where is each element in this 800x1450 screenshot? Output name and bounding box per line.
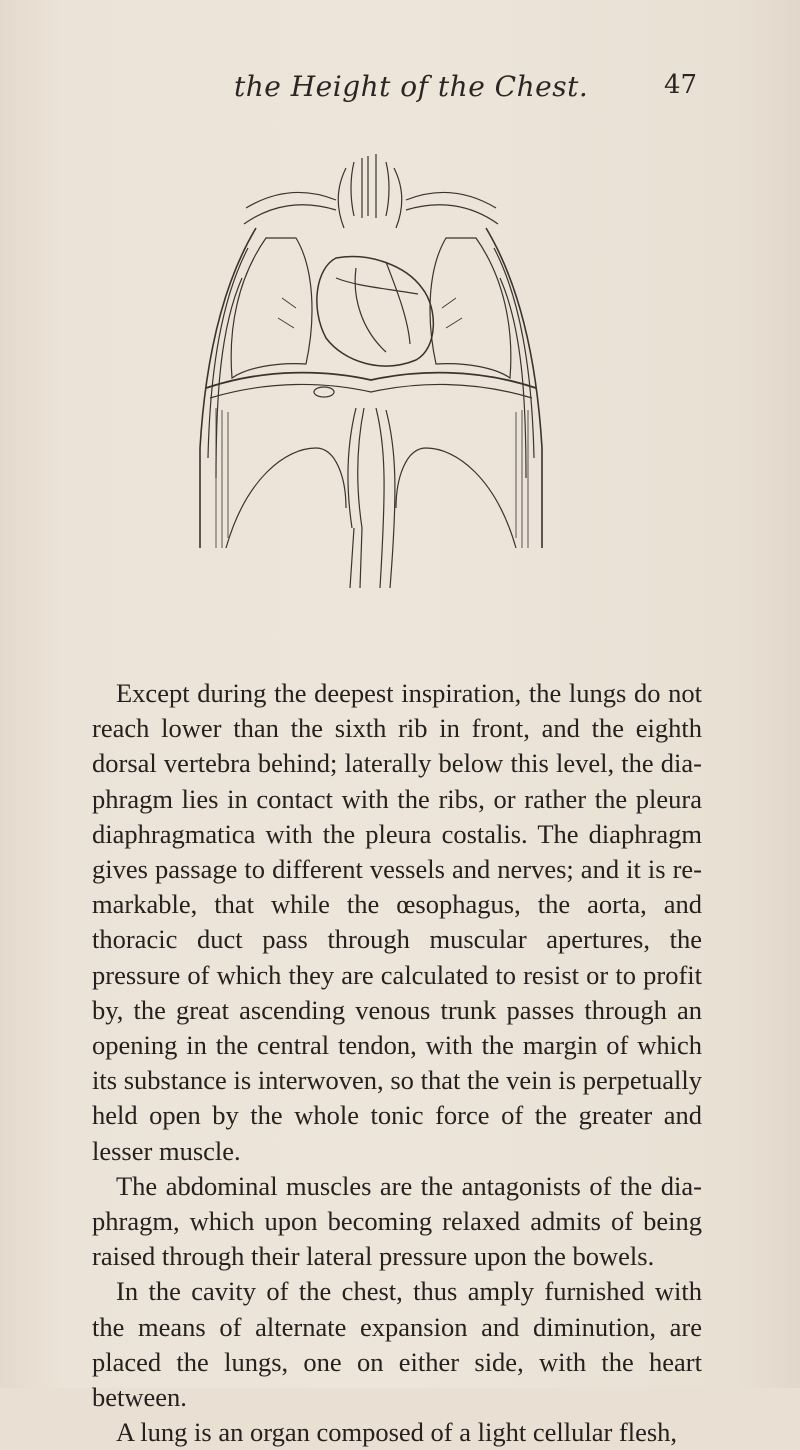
paragraph-2: The abdominal muscles are the antagonists of the diaphragm, which upon becoming relaxed admits of being raised through their lateral pressure upon the bowels.	[92, 1170, 702, 1272]
paragraph-3: In the cavity of the chest, thus amply furnished with the means of alternate expansion and diminution, are placed the lungs, one on either side, with the heart between.	[92, 1276, 702, 1413]
chest-anatomy-figure	[186, 148, 566, 618]
running-head	[0, 70, 800, 110]
paragraph-4: A lung is an organ composed of a light cellular flesh,	[116, 1417, 678, 1448]
page-number: 47	[664, 70, 698, 100]
running-title: the Height of the Chest.	[234, 70, 589, 103]
body-text	[92, 676, 702, 1450]
paragraph-1: Except during the deepest inspiration, the lungs do not reach lower than the sixth rib in front, and the eighth dorsal vertebra behind; laterally below this level, the diaphragm lies in contact with the ribs, or rather the pleura diaphragmatica with the pleura costalis. The diaphragm gives passage to different vessels and nerves; and it is remarkable, that while the œsophagus, the aorta, and thoracic duct pass through muscular apertures, the pressure of which they are calculated to resist or to profit by, the great ascending venous trunk passes through an opening in the central tendon, with the margin of which its substance is interwoven, so that the vein is perpetually held open by the whole tonic force of the greater and lesser muscle.	[92, 678, 702, 1166]
anatomical-chest-illustration-icon	[186, 148, 566, 618]
